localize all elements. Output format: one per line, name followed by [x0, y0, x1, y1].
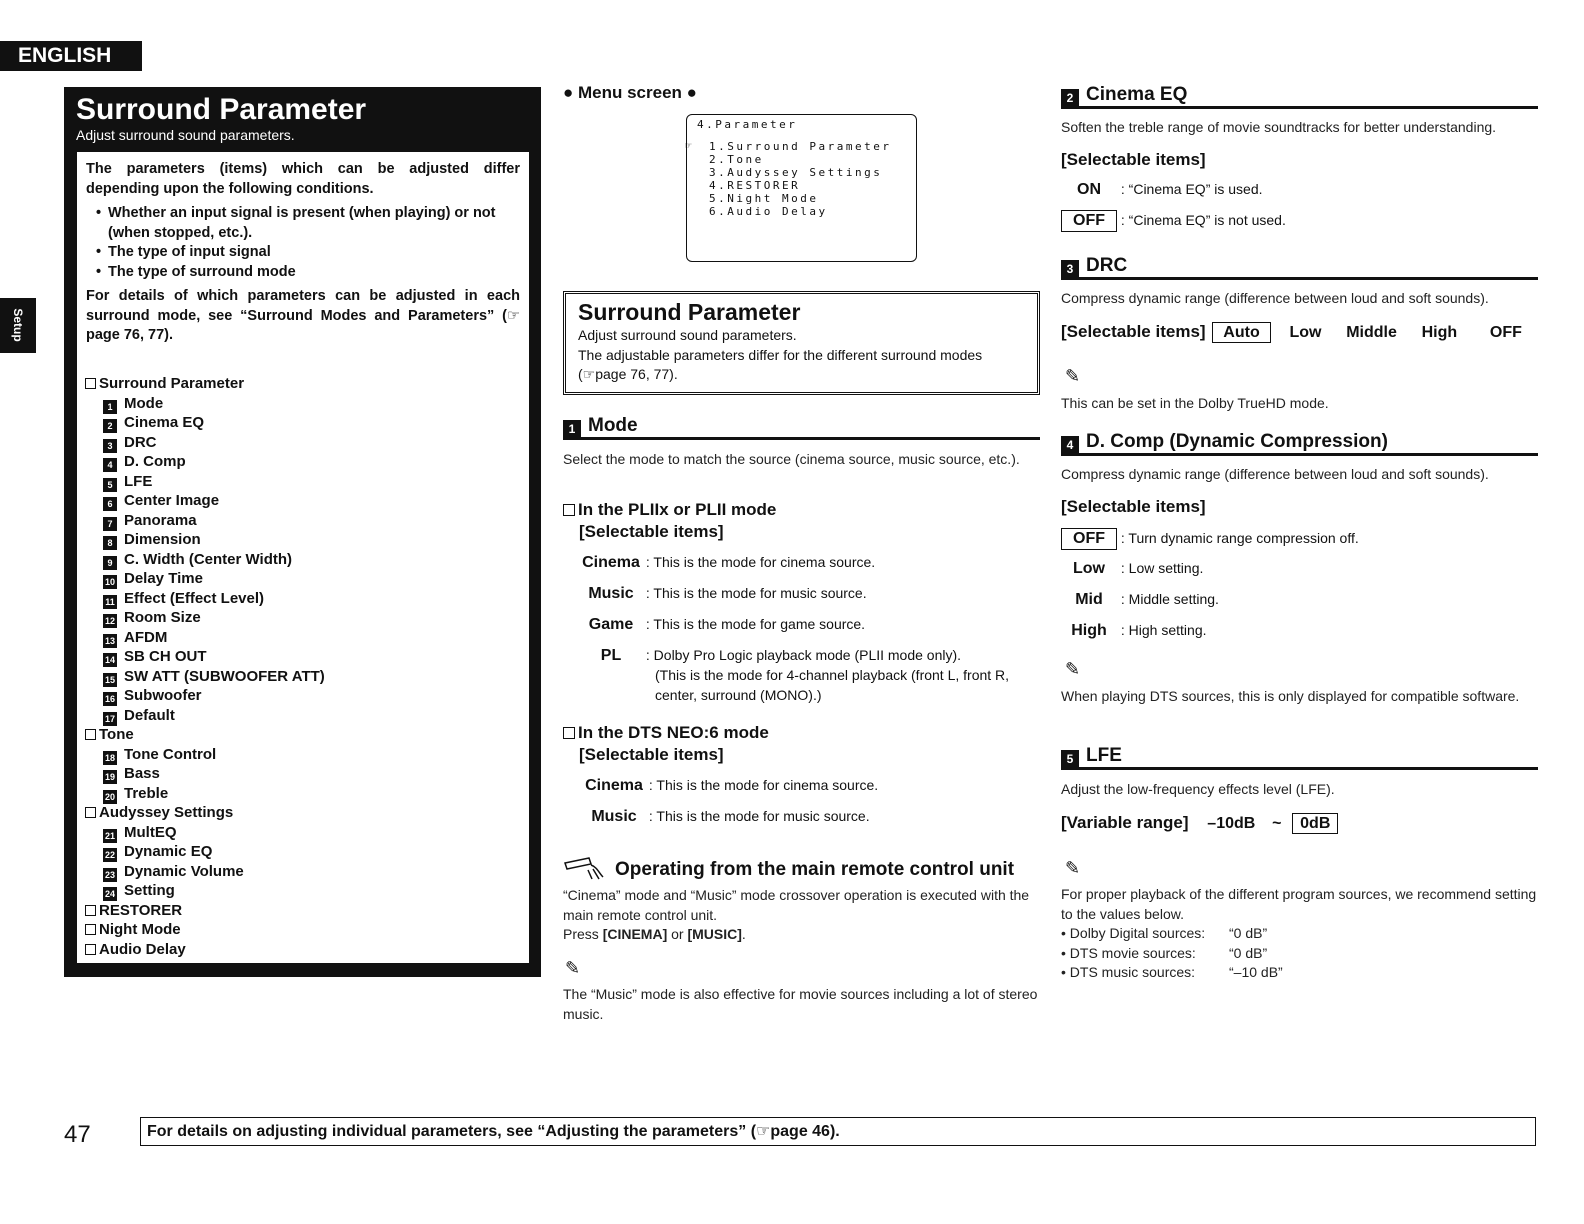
pencil-note-icon: ✎ [1065, 858, 1081, 878]
tree-label: Tone Control [124, 745, 217, 763]
screen-title: Surround Parameter [578, 299, 801, 325]
section-title: D. Comp (Dynamic Compression) [1086, 431, 1388, 452]
tree-item [85, 881, 529, 901]
lfe-range-row [1061, 812, 1338, 835]
section-number: 1 [563, 420, 581, 438]
page-number: 47 [64, 1121, 91, 1148]
recommendation-row: • DTS music sources: “–10 dB” [1061, 964, 1283, 980]
item-number-badge: 23 [104, 869, 115, 880]
section-title: Mode [588, 415, 638, 436]
tree-label: Dimension [124, 531, 201, 548]
dcomp-description: Compress dynamic range (difference between loud and soft sounds). [1061, 466, 1489, 482]
tree-label: Setting [124, 882, 175, 899]
tree-item [85, 589, 529, 609]
section-title: LFE [1086, 745, 1122, 766]
item-value: : This is the mode for game source. [645, 616, 866, 632]
item-number-badge: 24 [104, 889, 115, 899]
pencil-note-icon: ✎ [1065, 366, 1081, 386]
press-text: Press [563, 926, 599, 942]
condition-item: • The type of surround mode [96, 263, 520, 283]
drc-option: High [1421, 324, 1458, 341]
item-value: : Dolby Pro Logic playback mode (PLII mode only). [645, 647, 962, 663]
language-label: ENGLISH [0, 41, 142, 71]
pl-mode-heading-text: In the PLIIx or PLII mode [578, 500, 777, 519]
osd-option: ☞ 1.Surround Parameter [697, 140, 916, 153]
tree-group [85, 374, 529, 394]
mode-item-cinema [580, 553, 875, 573]
item-value: : “Cinema EQ” is not used. [1120, 212, 1286, 228]
pl-note: (This is the mode for 4-channel playback (front L, front R, [655, 667, 1010, 683]
drc-option: Low [1289, 324, 1322, 341]
mode-section-heading [563, 414, 1040, 440]
condition-item: • The type of input signal [96, 243, 520, 263]
mode-item-music [580, 584, 867, 604]
tree-label: D. Comp [124, 453, 186, 470]
recommendation-row: • DTS movie sources: “0 dB” [1061, 944, 1268, 961]
remote-press-instruction [563, 925, 1040, 945]
item-number-badge: 6 [103, 497, 117, 511]
pl-mode-heading [563, 499, 776, 521]
remote-control-icon [563, 855, 609, 881]
item-key: PL [600, 647, 622, 664]
selectable-items-label: [Selectable items] [1061, 322, 1206, 341]
panel-title: Surround Parameter [76, 93, 367, 126]
cinema-eq-heading [1061, 83, 1538, 109]
item-key: Cinema [585, 777, 643, 794]
mode-note: The “Music” mode is also effective for movie sources including a lot of stereo music. [563, 986, 1038, 1022]
drc-heading [1061, 254, 1538, 280]
checkbox-icon [85, 729, 96, 740]
tree-group [85, 803, 529, 823]
checkbox-icon [85, 807, 96, 818]
item-key: Cinema [582, 554, 640, 571]
tree-label: Treble [124, 784, 169, 802]
condition-item: • Whether an input signal is present (when playing) or not (when stopped, etc.). [96, 204, 520, 243]
selectable-items-label: [Selectable items] [1061, 150, 1206, 169]
item-value: : This is the mode for cinema source. [648, 777, 879, 793]
dcomp-off [1061, 528, 1359, 550]
item-value: : Middle setting. [1120, 591, 1219, 607]
item-number-badge: 11 [103, 595, 117, 609]
intro-reference: For details of which parameters can be adjusted in each surround mode, see “Surround Modes and Parameters” (☞page 76, 77). [86, 288, 520, 343]
item-key: Game [588, 616, 634, 633]
surround-parameter-panel [64, 87, 541, 977]
item-number-badge: 15 [104, 674, 115, 685]
pl-note: center, surround (MONO).) [655, 687, 822, 703]
tree-item [85, 745, 529, 765]
screen-line: Adjust surround sound parameters. [578, 327, 797, 343]
tree-label: RESTORER [99, 901, 183, 919]
tree-label: Effect (Effect Level) [124, 589, 265, 607]
tree-item [85, 413, 529, 433]
dcomp-high [1061, 621, 1207, 641]
item-key: Mid [1075, 591, 1103, 608]
period-text: . [741, 926, 746, 942]
mode-item-game [580, 615, 865, 635]
tree-label: Dynamic Volume [124, 862, 244, 880]
tree-item [85, 862, 529, 882]
tree-item [85, 647, 529, 667]
drc-option: OFF [1489, 324, 1522, 341]
selectable-items-label: [Selectable items] [579, 745, 724, 764]
checkbox-icon [563, 727, 575, 739]
checkbox-icon [85, 905, 96, 916]
tree-item [85, 608, 529, 628]
item-number-badge: 9 [103, 556, 117, 570]
dcomp-mid [1061, 590, 1219, 610]
item-key: Low [1073, 560, 1105, 577]
range-max-default: 0dB [1292, 813, 1338, 834]
osd-option: 2.Tone [709, 153, 764, 166]
cinema-eq-off [1061, 210, 1286, 232]
tree-label: Audyssey Settings [99, 804, 234, 821]
item-number-badge: 16 [104, 694, 115, 704]
panel-subtitle: Adjust surround sound parameters. [76, 127, 295, 143]
remote-description: “Cinema” mode and “Music” mode crossover operation is executed with the main remote control unit. [563, 887, 1030, 923]
tree-label: Default [124, 706, 175, 724]
item-number-badge: 12 [104, 616, 115, 626]
tree-label: MultEQ [124, 823, 177, 841]
osd-title: 4.Parameter [697, 118, 798, 131]
item-number-badge: 19 [104, 772, 115, 782]
menu-screen-label: Menu screen [578, 83, 682, 102]
item-value: : High setting. [1120, 622, 1207, 638]
tree-item [85, 569, 529, 589]
screen-line: The adjustable parameters differ for the different surround modes [578, 346, 983, 363]
tree-item [85, 667, 529, 687]
tree-group [85, 901, 529, 921]
tree-label: AFDM [124, 628, 168, 646]
osd-option: 6.Audio Delay [709, 205, 828, 218]
tree-label: C. Width (Center Width) [124, 550, 293, 568]
setup-side-tab [0, 298, 36, 353]
osd-option: 3.Audyssey Settings [709, 166, 883, 179]
drc-option-default: Auto [1212, 322, 1270, 343]
item-value: : Low setting. [1120, 560, 1204, 576]
mode-item-pl [580, 646, 961, 666]
tree-label: Tone [99, 726, 134, 743]
lfe-heading [1061, 744, 1538, 770]
lfe-note: For proper playback of the different program sources, we recommend setting to the values below. [1061, 886, 1537, 922]
tree-label: Audio Delay [99, 940, 186, 958]
tree-label: DRC [124, 433, 157, 451]
item-key: High [1071, 622, 1107, 639]
tree-item [85, 530, 529, 550]
item-number-badge: 1 [103, 400, 117, 414]
item-number-badge: 4 [103, 458, 117, 472]
checkbox-icon [563, 504, 575, 516]
item-value: : This is the mode for music source. [648, 808, 870, 824]
tree-label: Surround Parameter [99, 375, 245, 392]
section-number: 5 [1061, 750, 1079, 768]
dcomp-low [1061, 559, 1203, 579]
tree-item [85, 491, 529, 511]
dcomp-note: When playing DTS sources, this is only displayed for compatible software. [1061, 688, 1520, 704]
tree-item [85, 842, 529, 862]
condition-list [96, 204, 520, 282]
range-min: –10dB [1207, 815, 1256, 832]
item-key: Music [591, 808, 637, 825]
intro-paragraph: The parameters (items) which can be adjusted differ depending upon the following conditions. [86, 161, 520, 197]
tree-label: Bass [124, 765, 160, 782]
side-tab-label: Setup [11, 308, 25, 342]
neo-item-music [583, 807, 870, 827]
item-value: : Turn dynamic range compression off. [1120, 530, 1359, 546]
item-number-badge: 2 [103, 419, 117, 433]
tree-item [85, 472, 529, 492]
cinema-eq-description: Soften the treble range of movie soundtracks for better understanding. [1061, 119, 1497, 135]
tree-item [85, 433, 529, 453]
drc-option: Middle [1346, 324, 1397, 341]
section-number: 3 [1061, 260, 1079, 278]
tree-label: Center Image [124, 492, 220, 509]
item-number-badge: 8 [103, 536, 117, 550]
parameter-tree [77, 367, 529, 963]
tree-label: Mode [124, 394, 164, 412]
footer-reference: For details on adjusting individual parameters, see “Adjusting the parameters” (☞page 46). [140, 1117, 1536, 1146]
osd-option: 5.Night Mode [709, 192, 819, 205]
tree-label: SB CH OUT [124, 648, 207, 665]
item-value: : This is the mode for music source. [645, 585, 867, 601]
tree-label: SW ATT (SUBWOOFER ATT) [124, 667, 325, 685]
selectable-items-label: [Selectable items] [1061, 497, 1206, 516]
menu-screen-heading: ● Menu screen ● [563, 83, 697, 102]
item-value: : “Cinema EQ” is used. [1120, 181, 1263, 197]
osd-menu-screen [686, 114, 917, 262]
neo6-mode-heading [563, 722, 769, 744]
tree-item [85, 706, 529, 726]
selectable-items-label: [Selectable items] [579, 522, 724, 541]
item-number-badge: 7 [103, 517, 117, 531]
section-title: DRC [1086, 255, 1128, 276]
tree-item [85, 784, 529, 804]
drc-note: This can be set in the Dolby TrueHD mode. [1061, 395, 1329, 411]
tree-item [85, 394, 529, 414]
item-value: : This is the mode for cinema source. [645, 554, 876, 570]
tree-item [85, 452, 529, 472]
osd-option: 4.RESTORER [709, 179, 801, 192]
pencil-note-icon: ✎ [1065, 659, 1081, 679]
item-key: Music [588, 585, 634, 602]
cinema-button-label: [CINEMA] [602, 926, 668, 942]
item-number-badge: 14 [104, 655, 115, 665]
tree-label: Night Mode [99, 921, 181, 938]
tree-label: Cinema EQ [124, 414, 205, 431]
item-number-badge: 5 [103, 478, 117, 492]
dcomp-heading [1061, 430, 1538, 456]
tree-group [85, 920, 529, 940]
item-number-badge: 21 [104, 830, 115, 841]
drc-options-row [1061, 321, 1522, 344]
lfe-description: Adjust the low-frequency effects level (LFE). [1061, 781, 1335, 797]
checkbox-icon [85, 944, 96, 955]
music-button-label: [MUSIC] [687, 926, 742, 942]
checkbox-icon [85, 378, 96, 389]
cinema-eq-on [1061, 180, 1263, 200]
item-key-default: OFF [1061, 210, 1117, 232]
tree-group [85, 940, 529, 960]
neo-item-cinema [583, 776, 878, 796]
tree-group [85, 725, 529, 745]
remote-operation-heading [563, 855, 1014, 881]
drc-description: Compress dynamic range (difference between loud and soft sounds). [1061, 290, 1489, 306]
item-number-badge: 20 [104, 791, 115, 802]
item-number-badge: 17 [104, 713, 115, 724]
item-number-badge: 22 [104, 850, 115, 860]
tree-label: Subwoofer [124, 687, 202, 704]
section-number: 2 [1061, 89, 1079, 107]
section-title: Cinema EQ [1086, 84, 1188, 105]
tree-item [85, 550, 529, 570]
range-separator: ~ [1272, 815, 1282, 832]
tree-item [85, 511, 529, 531]
item-number-badge: 13 [104, 635, 115, 646]
item-key: ON [1077, 181, 1101, 198]
tree-label: Room Size [124, 609, 201, 626]
tree-label: Delay Time [124, 570, 203, 587]
item-number-badge: 3 [103, 439, 117, 453]
pencil-note-icon: ✎ [565, 958, 581, 978]
tree-item [85, 764, 529, 784]
tree-item [85, 628, 529, 648]
tree-item [85, 686, 529, 706]
remote-heading-text: Operating from the main remote control unit [615, 859, 1015, 880]
tree-label: LFE [124, 472, 153, 490]
tree-label: Dynamic EQ [124, 843, 213, 860]
tree-label: Panorama [124, 511, 197, 529]
tree-item [85, 823, 529, 843]
screen-line: (☞page 76, 77). [578, 366, 678, 382]
item-key-default: OFF [1061, 528, 1117, 550]
recommendation-row: • Dolby Digital sources: “0 dB” [1061, 925, 1268, 941]
neo6-heading-text: In the DTS NEO:6 mode [578, 723, 769, 742]
checkbox-icon [85, 924, 96, 935]
item-number-badge: 18 [104, 752, 115, 763]
mode-description: Select the mode to match the source (cinema source, music source, etc.). [563, 451, 1020, 467]
section-number: 4 [1061, 436, 1079, 454]
item-number-badge: 10 [104, 577, 115, 587]
lfe-recommendations [1061, 924, 1361, 983]
or-text: or [671, 926, 684, 942]
range-label: [Variable range] [1061, 813, 1189, 832]
surround-parameter-screen-box [563, 291, 1040, 395]
